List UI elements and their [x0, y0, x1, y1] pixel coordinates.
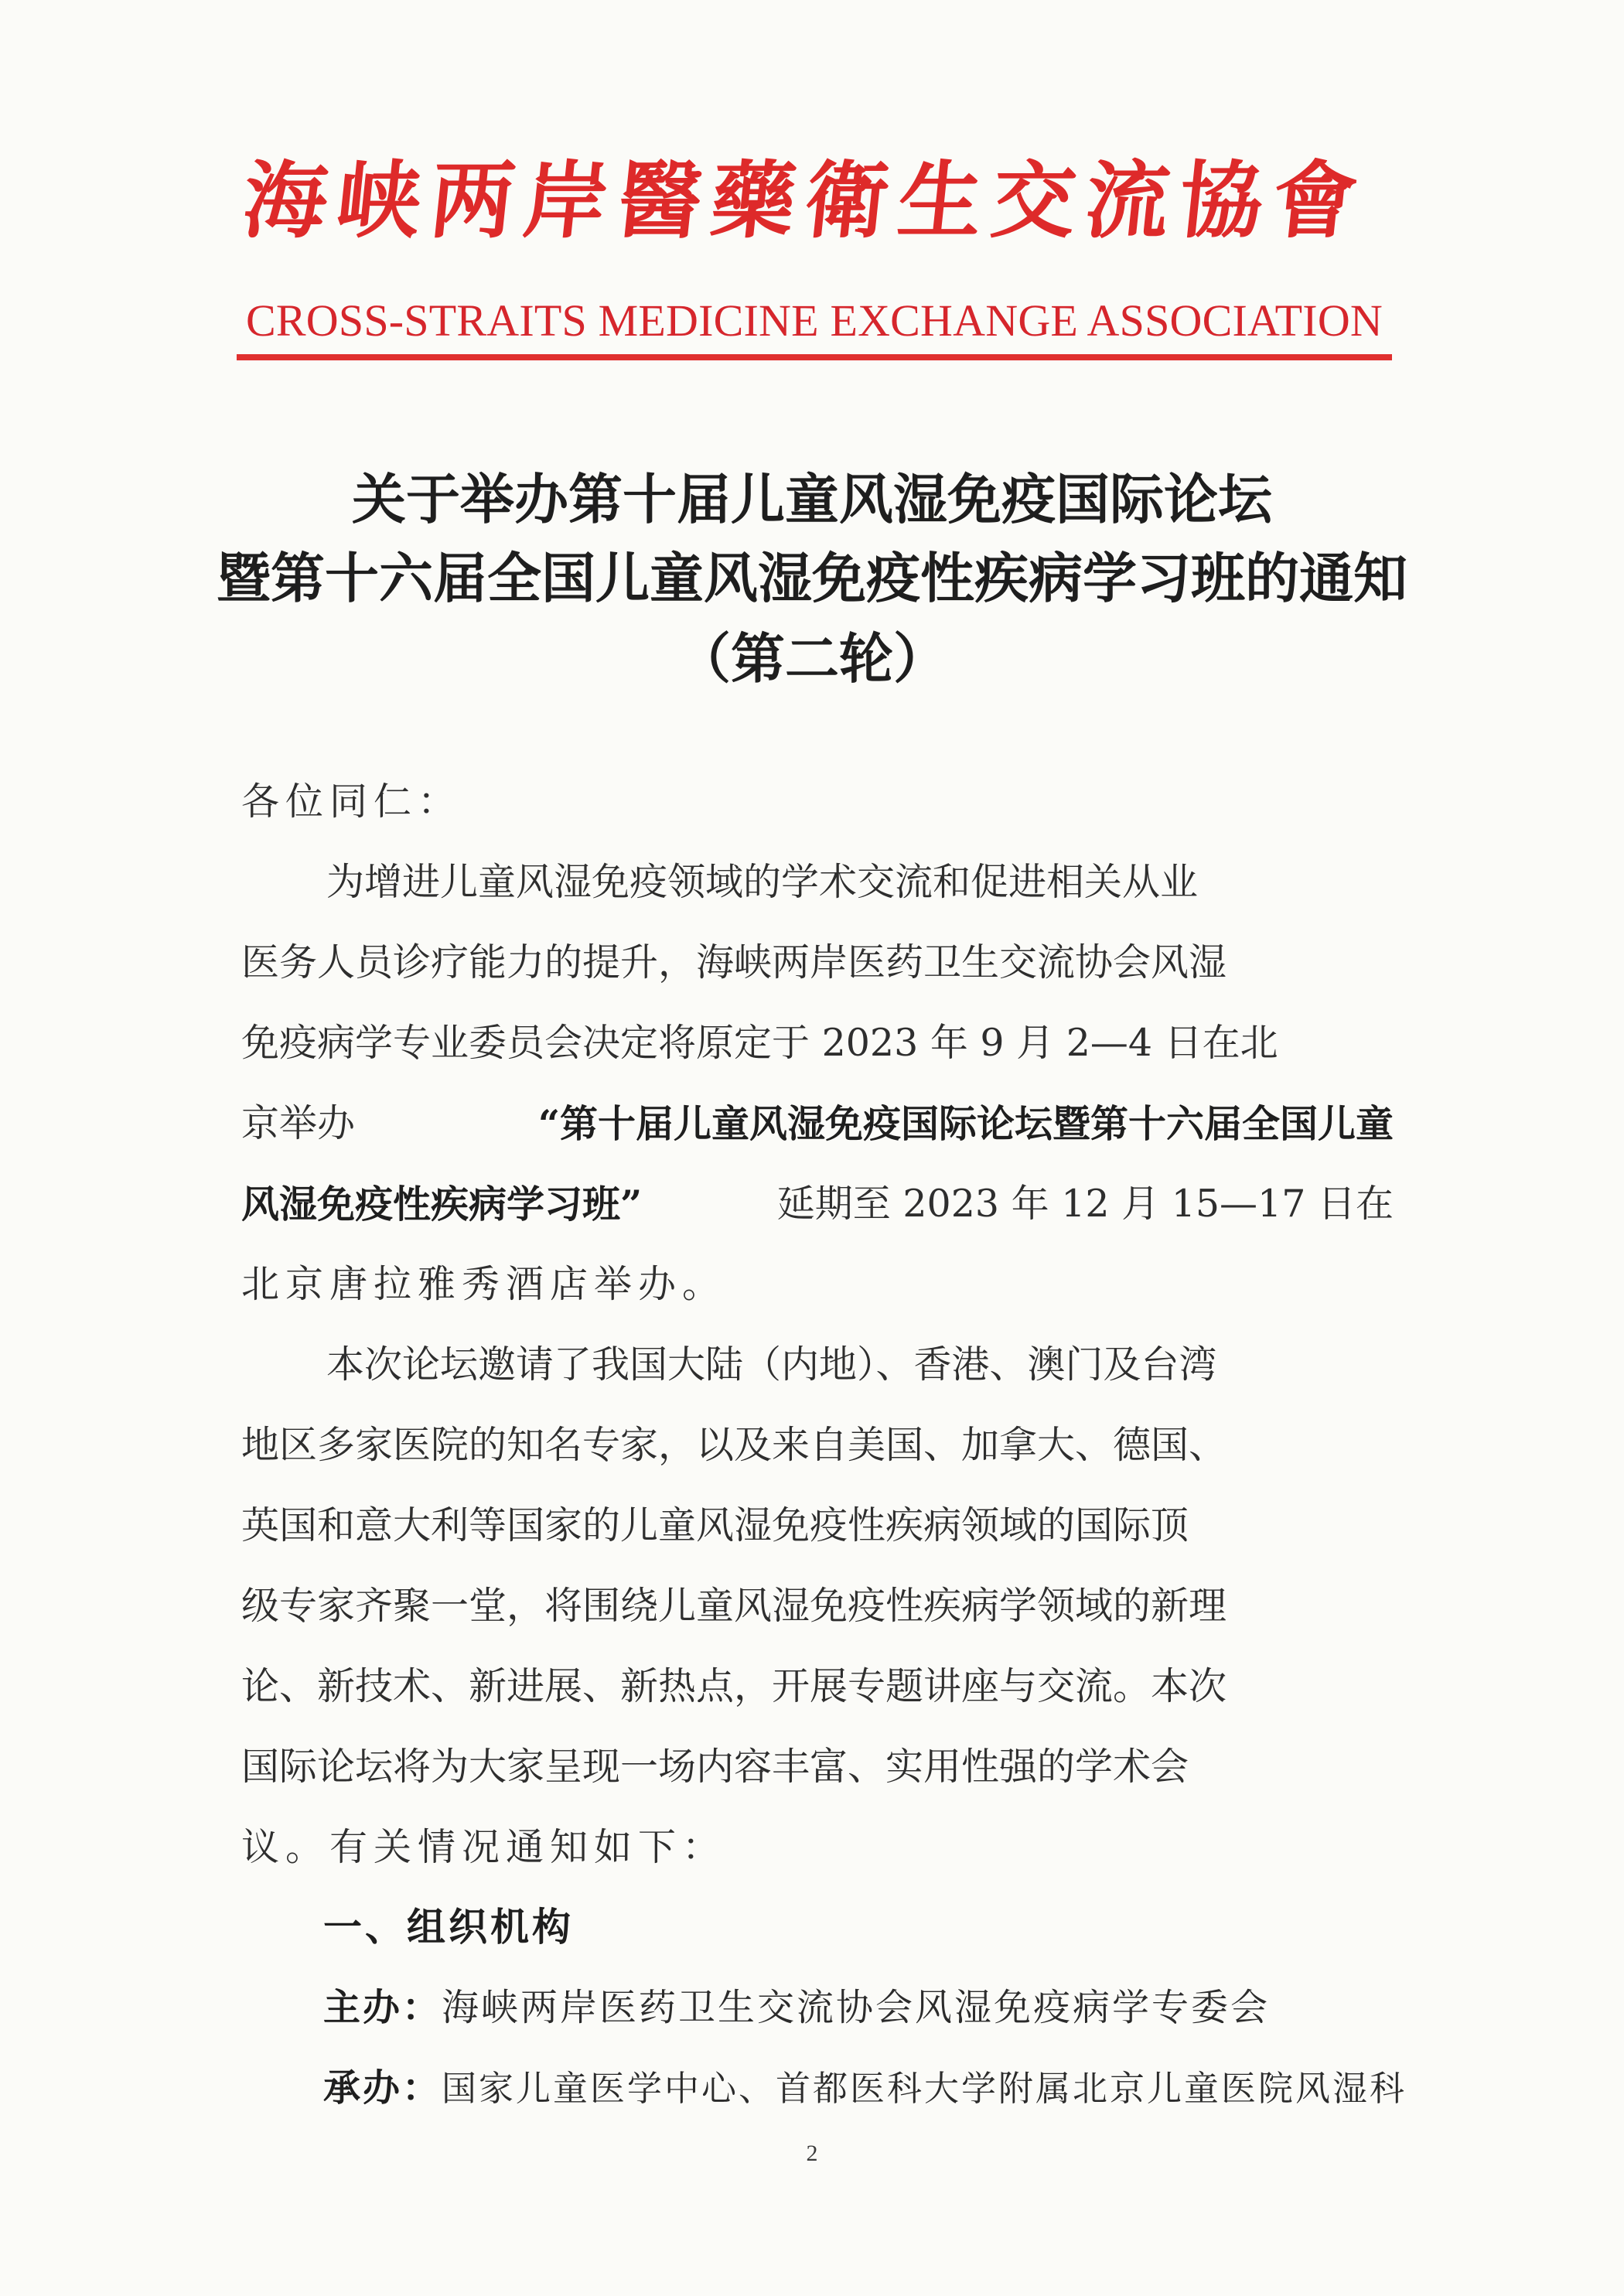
text-line: 风湿免疫性疾病学习班” 延期至 2023 年 12 月 15—17 日在: [241, 1164, 1394, 1244]
letterhead-chinese: [0, 0, 1624, 250]
organizer-label: 承办：: [323, 2066, 442, 2110]
host-value: 海峡两岸医药卫生交流协会风湿免疫病学专委会: [442, 1986, 1271, 2029]
text-line: 议。有关情况通知如下：: [241, 1825, 727, 1869]
letterhead-char: 峡: [332, 152, 426, 250]
organizer-value: 国家儿童医学中心、首都医科大学附属北京儿童医院风湿科: [442, 2068, 1407, 2109]
salutation: 各位同仁：: [241, 780, 462, 824]
letterhead-char: 藥: [706, 152, 800, 250]
letterhead-char: 海: [238, 152, 333, 250]
text-line: 地区多家医院的知名专家，以及来自美国、加拿大、德国、: [241, 1423, 1227, 1467]
text-line: 京举办 “第十届儿童风湿免疫国际论坛暨第十六届全国儿童: [241, 1083, 1394, 1164]
section-heading: 一、组织机构: [323, 1904, 574, 1950]
text-line: 国际论坛将为大家呈现一场内容丰富、实用性强的学术会: [241, 1745, 1189, 1789]
paragraph-announcement: [241, 842, 1394, 1325]
text-line: 免疫病学专业委员会决定将原定于 2023 年 9 月 2—4 日在北: [241, 1021, 1278, 1065]
text-line: 北京唐拉雅秀酒店举办。: [241, 1262, 727, 1306]
text-line: 医务人员诊疗能力的提升，海峡两岸医药卫生交流协会风湿: [241, 940, 1227, 984]
letterhead-char: 生: [893, 152, 988, 250]
text-line: 为增进儿童风湿免疫领域的学术交流和促进相关从业: [326, 860, 1199, 904]
page-number: 2: [806, 2141, 818, 2166]
text-line: 级专家齐聚一堂，将围绕儿童风湿免疫性疾病学领域的新理: [241, 1584, 1227, 1628]
notice-title-round: （第二轮）: [677, 626, 947, 691]
forum-name-emphasis: “第十届儿童风湿免疫国际论坛暨第十六届全国儿童: [537, 1101, 1394, 1146]
paragraph-forum-intro: [241, 1325, 1394, 1888]
organizer-line: [323, 2048, 1407, 2129]
text-line: 英国和意大利等国家的儿童风湿免疫性疾病领域的国际顶: [241, 1503, 1189, 1547]
letterhead-char: 會: [1267, 152, 1362, 250]
letterhead-char: 交: [987, 152, 1081, 250]
letterhead-divider: [237, 354, 1392, 360]
letterhead-char: 醫: [612, 152, 707, 250]
letterhead-char: 協: [1174, 152, 1268, 250]
letterhead-char: 衛: [800, 152, 894, 250]
letterhead-char: 两: [425, 152, 520, 250]
forum-name-emphasis: 风湿免疫性疾病学习班”: [241, 1182, 643, 1226]
letterhead-char: 岸: [519, 152, 613, 250]
text-line: 本次论坛邀请了我国大陆（内地）、香港、澳门及台湾: [326, 1342, 1217, 1387]
notice-title-line1: 关于举办第十届儿童风湿免疫国际论坛: [352, 467, 1272, 531]
notice-title-line2: 暨第十六届全国儿童风湿免疫性疾病学习班的通知: [217, 546, 1407, 610]
text-line: 论、新技术、新进展、新热点，开展专题讲座与交流。本次: [241, 1664, 1227, 1708]
letterhead-english: CROSS-STRAITS MEDICINE EXCHANGE ASSOCIATION: [246, 295, 1383, 346]
host-label: 主办：: [323, 1986, 442, 2029]
letterhead-char: 流: [1080, 152, 1175, 250]
host-line: [323, 1967, 1270, 2048]
